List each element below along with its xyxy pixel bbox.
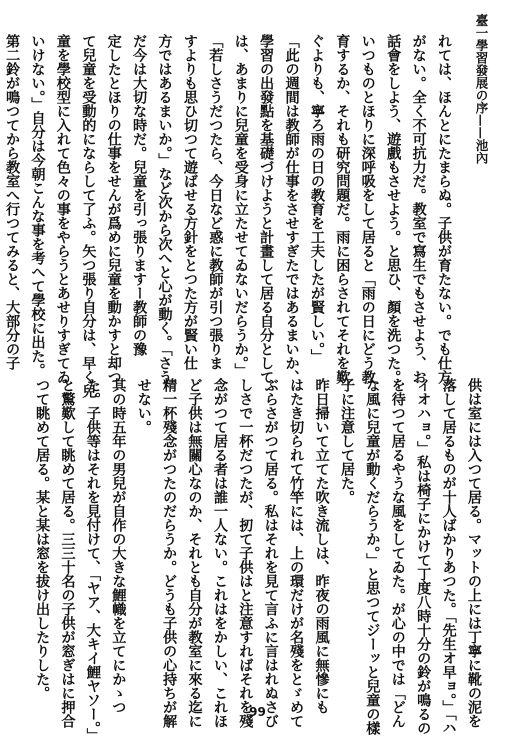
text-line: れては、ほんとにたまらぬ。子供が育たない。でも仕方: [436, 34, 452, 384]
page-number: 99: [249, 705, 266, 719]
text-line: がない。全く不可抗力だ。教室で寫生でもさせよう、お: [410, 34, 427, 384]
running-head: 臺一學習發展の序——池內: [474, 14, 489, 164]
text-line: 供は室には入つて居る。マットの上には丁寧に靴の泥を: [466, 378, 482, 728]
text-line: イオハョ。」私は椅子にかけて丁度八時十分の鈴が鳴るの: [415, 378, 432, 735]
text-line: 昨日掃いて立てた吹き流しは、昨夜の雨風に無慘にも: [313, 378, 330, 714]
text-line: 其の時五年の男兒が自作の大きな鯉幟を立てにかゝつ: [110, 378, 127, 714]
text-line: て兒童を受動的にならして了ふ。矢つ張り自分は、早く兒: [80, 34, 97, 398]
text-line: 子に注意して居た。: [338, 378, 355, 504]
text-line: しさで一杯だつたが、扨て子供はと注意すればそれを殘: [237, 378, 254, 728]
text-line: だ今は大切な時だ。兒童を引っ張りますー教師の豫: [131, 34, 148, 356]
text-line: 定したとほりの仕事をせんが爲めに兒童を動かすと却つ: [105, 34, 122, 384]
text-line: いけない。」自分は今朝こんな事を考へて學校に出た。: [29, 34, 46, 377]
text-line: 育するか、それも研究問題だ。雨に困らされてそれを歎: [334, 34, 351, 384]
text-line: 第二鈴が鳴つてから教室へ行つてみると、大部分の子: [4, 34, 21, 370]
text-line: 「此の週間は教師が仕事をさせすぎたではあるまいか、: [283, 34, 300, 384]
text-line: 「若しさうだつたら、今日など惑に教師が引つ張りま: [207, 34, 224, 370]
text-line: た。子供等はそれを見付けて、「ヤア、大キイ鯉ヤソー。」: [84, 378, 101, 742]
text-line: 落して居るものが十人ばかりあつた。「先生オ早ョ。」「ハ: [440, 378, 457, 735]
text-line: ど子供は無關心なのか、それとも自分が教室に來る迄に: [186, 378, 203, 728]
upper-text-section: [4, 34, 456, 398]
text-line: ぶらさがつて居る。私はそれを見て言ふに言はれぬさび: [262, 378, 279, 728]
text-line: せない。: [135, 378, 152, 434]
text-line: と驚歎して眺めて居る。三三十名の子供が窓ぎはに押合: [59, 378, 76, 728]
text-line: な風に兒童が動くだらうか。」と思つてジーッと兒童の樣: [364, 378, 381, 735]
text-line: は、あまりに兒童を受身に立たせてゐないだらうか。」: [232, 34, 249, 377]
text-line: 精一杯殘念がつたのだらうか。どうも子供の心持ちが解: [161, 378, 178, 728]
text-line: いつものとほりに深呼吸をして居ると「雨の日にどう教: [359, 34, 376, 384]
text-line: 念がつて居る者は誰一人ない。これはをかしい、これほ: [211, 378, 228, 728]
text-line: 話會をしよう、遊戲もさせよう。と思ひ、顏を洗つた。: [385, 34, 402, 384]
text-line: ぐよりも、寧ろ雨の日の教育を工夫したが賢しい。」: [308, 34, 325, 363]
text-line: つて眺めて居る。某と某は窓を拔け出したりした。: [34, 378, 51, 700]
text-line: すよりも思ひ切つて遊ばせる方針をとつた方が賢い仕: [181, 34, 198, 370]
text-line: 學習の出發點を基礎づけようと計畫して居る自分として: [258, 34, 275, 384]
text-line: 童を學校型に入れて色々の事をやらうとあせりすぎてゐ: [54, 34, 71, 384]
text-line: はたき切られて竹竿には、上の環だけが名殘をとゞめて: [288, 378, 305, 728]
text-line: 方ではあるまいか。」など次から次へと心が動く。「さう: [156, 34, 173, 384]
text-line: を待つて居るやうな風をしてゐた。が心の中では「どん: [389, 378, 406, 728]
